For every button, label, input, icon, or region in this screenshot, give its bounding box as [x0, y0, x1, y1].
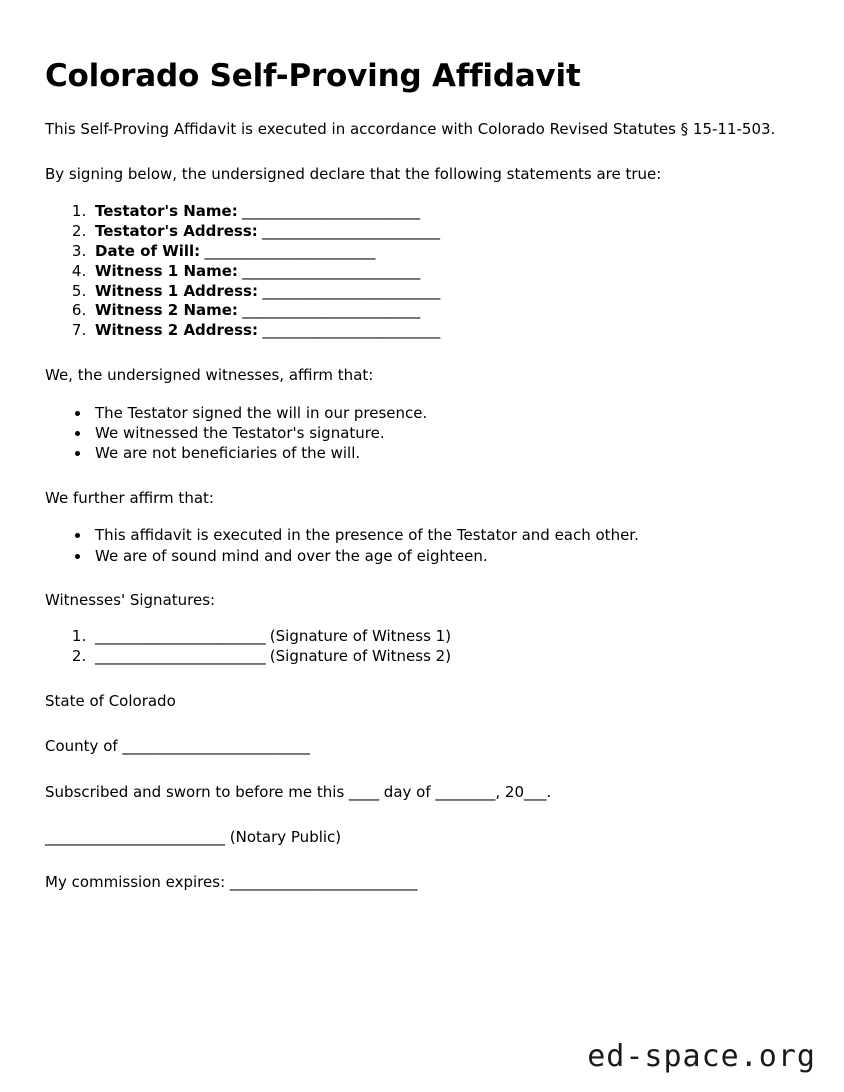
witness-affirmations-list — [45, 403, 784, 464]
field-label: Witness 1 Name: — [95, 261, 238, 280]
field-row — [91, 202, 784, 222]
list-item: • We are of sound mind and over the age of eighteen. — [91, 546, 784, 566]
list-item: • The Testator signed the will in our presence. — [91, 403, 784, 423]
field-row — [91, 321, 784, 341]
field-row — [91, 262, 784, 282]
further-affirmation-lead: We further affirm that: — [45, 488, 214, 507]
list-item: • We are not beneficiaries of the will. — [91, 443, 784, 463]
field-label: Testator's Name: — [95, 201, 238, 220]
field-label: Witness 2 Address: — [95, 321, 258, 340]
field-blank[interactable]: _________________________ — [257, 321, 440, 340]
field-blank[interactable]: _________________________ — [237, 201, 420, 220]
signature-blank[interactable]: ________________________ — [95, 647, 270, 666]
field-row — [91, 222, 784, 242]
field-blank[interactable]: _________________________ — [257, 281, 440, 300]
page-title: Colorado Self-Proving Affidavit — [45, 58, 581, 94]
signature-lines-list — [45, 627, 784, 667]
field-row — [91, 301, 784, 321]
field-blank[interactable]: _________________________ — [257, 221, 440, 240]
signatures-heading: Witnesses' Signatures: — [45, 590, 216, 609]
commission-expires-line[interactable]: My commission expires: _________________________ — [45, 873, 418, 892]
state-line: State of Colorado — [45, 692, 176, 711]
site-watermark: ed-space.org — [587, 1039, 816, 1074]
signature-row — [91, 647, 784, 667]
field-label: Date of Will: — [95, 241, 201, 260]
field-row — [91, 242, 784, 262]
field-label: Testator's Address: — [95, 221, 258, 240]
field-label: Witness 2 Name: — [95, 301, 238, 320]
field-blank[interactable]: ________________________ — [200, 241, 375, 260]
signature-caption: (Signature of Witness 2) — [269, 647, 452, 666]
fields-list — [45, 202, 784, 342]
further-affirmations-list — [45, 525, 784, 566]
county-line[interactable]: County of _________________________ — [45, 737, 310, 756]
notary-signature-line[interactable]: ________________________ (Notary Public) — [45, 827, 342, 846]
list-item: • This affidavit is executed in the presence of the Testator and each other. — [91, 525, 784, 545]
witness-affirmation-lead: We, the undersigned witnesses, affirm that: — [45, 366, 374, 385]
field-blank[interactable]: _________________________ — [237, 301, 420, 320]
intro-paragraph: This Self-Proving Affidavit is executed in accordance with Colorado Revised Statutes § 15-11-503. — [45, 120, 776, 139]
field-row — [91, 282, 784, 302]
sworn-statement-line[interactable]: Subscribed and sworn to before me this ____ day of ________, 20___. — [45, 782, 552, 801]
signature-caption: (Signature of Witness 1) — [269, 627, 452, 646]
declaration-lead: By signing below, the undersigned declare that the following statements are true: — [45, 165, 662, 184]
signature-row — [91, 627, 784, 647]
signature-blank[interactable]: ________________________ — [95, 627, 270, 646]
field-blank[interactable]: _________________________ — [237, 261, 420, 280]
list-item: • We witnessed the Testator's signature. — [91, 423, 784, 443]
field-label: Witness 1 Address: — [95, 281, 258, 300]
